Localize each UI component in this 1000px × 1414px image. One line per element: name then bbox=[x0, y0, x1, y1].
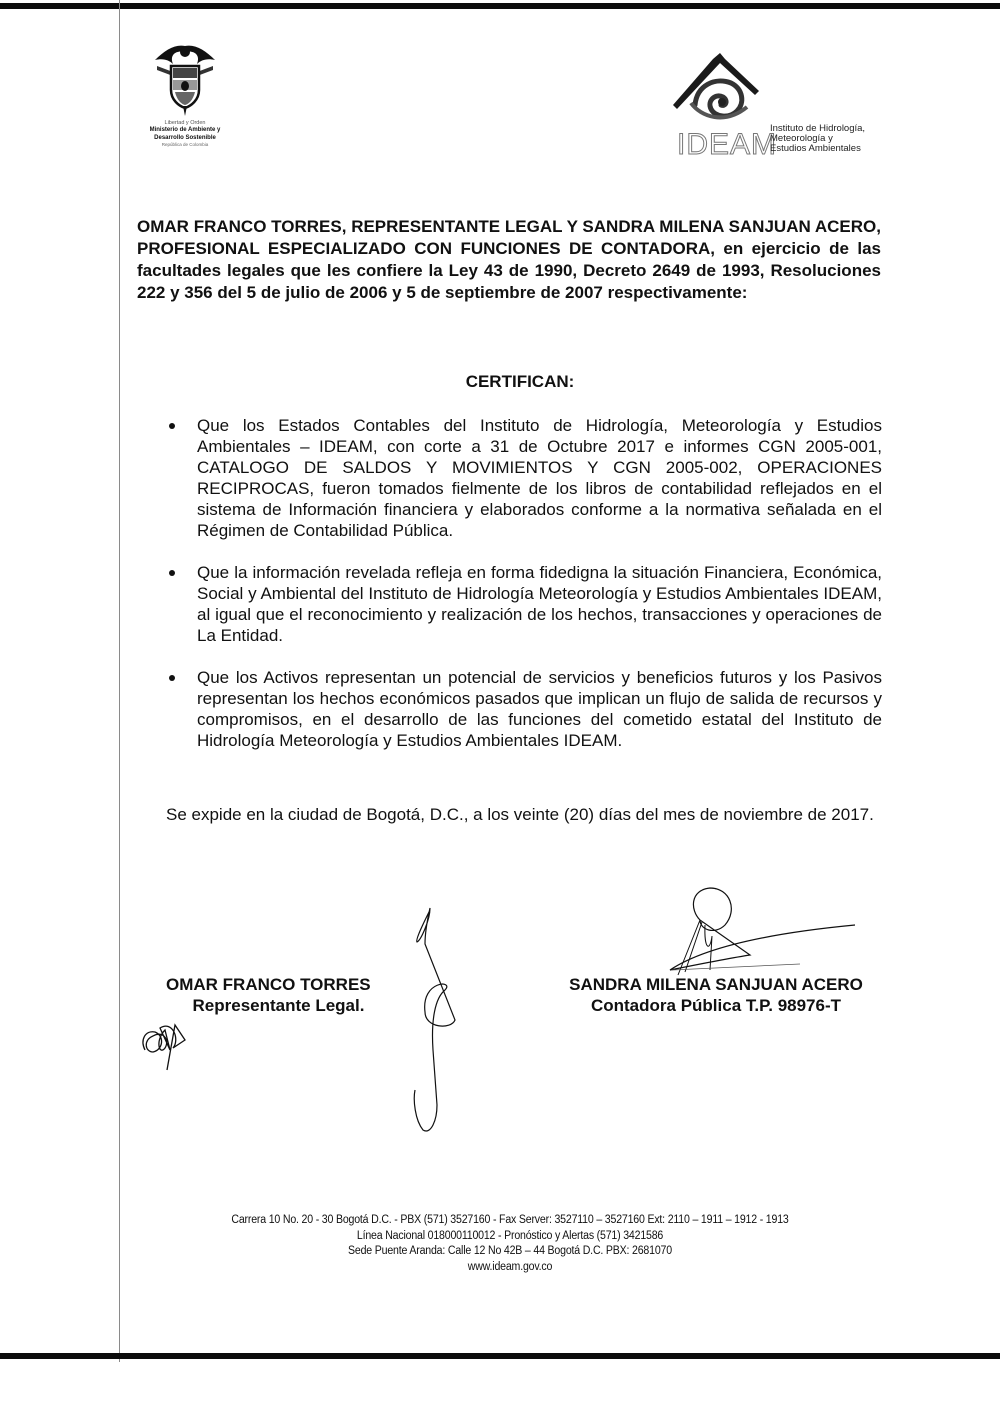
certification-list bbox=[166, 415, 882, 772]
signature-block-left bbox=[166, 974, 391, 1016]
footer-address: Carrera 10 No. 20 - 30 Bogotá D.C. - PBX (571) 3527160 - Fax Server: 3527110 – 3527160 Ext: 2110 – 1911 – 1912 - 1913 bbox=[231, 1214, 789, 1226]
ministry-name-line1: Ministerio de Ambiente y bbox=[149, 127, 221, 133]
list-item bbox=[166, 415, 882, 541]
ideam-subtitle-line2: Meteorología y bbox=[770, 133, 833, 144]
list-item-text: Que los Estados Contables del Instituto de Hidrología, Meteorología y Estudios Ambientales – IDEAM, con corte a 31 de Octubre 2017 e informes CGN 2005-001, CATALOGO DE SALDOS Y MOVIMIENTOS Y CGN 2005-002, OPERACIONES RECIPROCAS, fueron tomados fielmente de los libros de contabilidad reflejados en el sistema de Información financiera y elaborados conforme a la normativa señalada en el Régimen de Contabilidad Pública. bbox=[197, 416, 882, 540]
signer-name-right: SANDRA MILENA SANJUAN ACERO bbox=[569, 975, 863, 994]
coat-of-arms-icon bbox=[145, 40, 225, 118]
bullet-icon bbox=[169, 675, 175, 681]
bullet-icon bbox=[169, 423, 175, 429]
signer-name-left: OMAR FRANCO TORRES bbox=[166, 975, 371, 994]
ministry-logo bbox=[130, 40, 240, 147]
signature-block-right bbox=[548, 974, 884, 1016]
footer-website-link[interactable]: www.ideam.gov.co bbox=[467, 1260, 553, 1273]
signer-title-right: Contadora Pública T.P. 98976-T bbox=[590, 996, 842, 1015]
list-item-text: Que la información revelada refleja en forma fidedigna la situación Financiera, Económica, Social y Ambiental del Instituto de Hidrología Meteorología y Estudios Ambientales IDEAM, al igual que el reconocimiento y realización de los hechos, transacciones y operaciones de La Entidad. bbox=[197, 563, 882, 645]
list-item bbox=[166, 667, 882, 751]
bullet-icon bbox=[169, 570, 175, 576]
ideam-wordmark: IDEAM bbox=[677, 128, 778, 161]
list-item-text: Que los Activos representan un potencial de servicios y beneficios futuros y los Pasivos representan los hechos económicos pasados que implican un flujo de salida de recursos y compromisos, en el desarrollo de las funciones del cometido estatal del Instituto de Hidrología Meteorología y Estudios Ambientales IDEAM. bbox=[197, 668, 882, 750]
ministry-motto: Libertad y Orden bbox=[164, 120, 206, 126]
ideam-subtitle-line1: Instituto de Hidrología, bbox=[770, 123, 866, 134]
ministry-country: República de Colombia bbox=[161, 142, 209, 147]
closing-paragraph: Se expide en la ciudad de Bogotá, D.C., a los veinte (20) días del mes de noviembre de 2017. bbox=[166, 805, 874, 824]
ministry-name-line2: Desarrollo Sostenible bbox=[154, 135, 216, 141]
footer-branch: Sede Puente Aranda: Calle 12 No 42B – 44 Bogotá D.C. PBX: 2681070 bbox=[348, 1245, 672, 1257]
signer-title-left: Representante Legal. bbox=[192, 996, 365, 1015]
list-item bbox=[166, 562, 882, 646]
footer-national-line: Línea Nacional 018000110012 - Pronóstico y Alertas (571) 3421586 bbox=[356, 1229, 664, 1242]
ideam-subtitle-line3: Estudios Ambientales bbox=[770, 143, 861, 154]
intro-paragraph: OMAR FRANCO TORRES, REPRESENTANTE LEGAL Y SANDRA MILENA SANJUAN ACERO, PROFESIONAL ESPECIALIZADO CON FUNCIONES DE CONTADORA, en ejercicio de las facultades legales que les confiere la Ley 43 de 1990, Decreto 2649 de 1993, Resoluciones 222 y 356 del 5 de julio de 2006 y 5 de septiembre de 2007 respectivamente: bbox=[137, 217, 881, 302]
ideam-eye-icon bbox=[665, 45, 775, 130]
footer bbox=[179, 1213, 841, 1275]
ideam-subtitle bbox=[770, 124, 865, 154]
top-border bbox=[0, 3, 1000, 9]
ideam-logo bbox=[665, 45, 905, 165]
certification-heading: CERTIFICAN: bbox=[465, 372, 575, 391]
bottom-border bbox=[0, 1353, 1000, 1359]
margin-line bbox=[119, 0, 120, 1362]
